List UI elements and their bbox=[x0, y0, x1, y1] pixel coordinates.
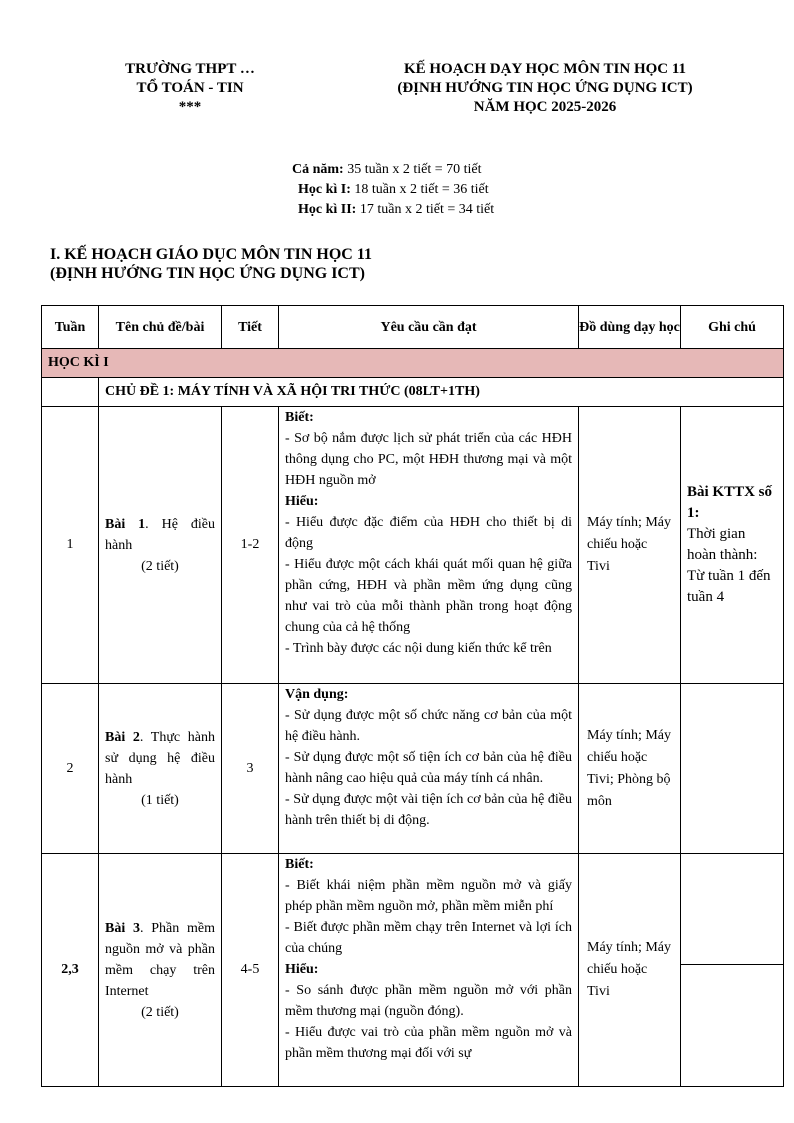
topic-label: CHỦ ĐỀ 1: MÁY TÍNH VÀ XÃ HỘI TRI THỨC (08LT+1TH) bbox=[99, 378, 784, 407]
school-year: NĂM HỌC 2025-2026 bbox=[473, 99, 617, 115]
col-lesson: Tên chủ đề/bài bbox=[99, 306, 222, 349]
col-tools: Đồ dùng dạy học bbox=[579, 306, 681, 349]
week-cell: 2,3 bbox=[42, 854, 99, 1087]
requirements-cell: Biết: - Sơ bộ nắm được lịch sử phát triển của các HĐH thông dụng cho PC, một HĐH thương mại và một HĐH nguồn mở Hiểu: - Hiểu được đặc điểm của HĐH cho thiết bị di động - Hiểu được một cách khái quát mối quan hệ giữa phần cứng, HĐH và phần mềm ứng dụng cũng như vai trò của mỗi thành phần trong hoạt động chung của cả hệ thống - Trình bày được các nội dung kiến thức kể trên bbox=[279, 407, 579, 684]
col-periods: Tiết bbox=[222, 306, 279, 349]
note-cell bbox=[681, 684, 784, 854]
table-row bbox=[42, 407, 784, 684]
tools-cell: Máy tính; Máy chiếu hoặc Tivi bbox=[579, 854, 681, 1087]
period-summary bbox=[292, 160, 494, 220]
summary-term-1: Học kì I: 18 tuần x 2 tiết = 36 tiết bbox=[298, 182, 489, 197]
header-stars: *** bbox=[178, 99, 202, 115]
periods-cell: 4-5 bbox=[222, 854, 279, 1087]
lesson-cell: Bài 3. Phần mềm nguồn mở và phần mềm chạy trên Internet (2 tiết) bbox=[99, 854, 222, 1087]
term-label: HỌC KÌ I bbox=[42, 349, 784, 378]
col-requirements: Yêu cầu cần đạt bbox=[279, 306, 579, 349]
plan-title: KẾ HOẠCH DẠY HỌC MÔN TIN HỌC 11 bbox=[403, 61, 687, 77]
periods-cell: 1-2 bbox=[222, 407, 279, 684]
tools-cell: Máy tính; Máy chiếu hoặc Tivi bbox=[579, 407, 681, 684]
department-name: TỔ TOÁN - TIN bbox=[136, 80, 244, 96]
plan-title-block bbox=[345, 60, 745, 117]
lesson-cell: Bài 1. Hệ điều hành (2 tiết) bbox=[99, 407, 222, 684]
table-header-row bbox=[42, 306, 784, 349]
week-cell: 1 bbox=[42, 407, 99, 684]
lesson-cell: Bài 2. Thực hành sử dụng hệ điều hành (1 tiết) bbox=[99, 684, 222, 854]
teaching-plan-table bbox=[41, 305, 784, 1087]
requirements-cell: Vận dụng: - Sử dụng được một số chức năng cơ bản của một hệ điều hành. - Sử dụng được một số tiện ích cơ bản của hệ điều hành nâng cao hiệu quả của máy tính cá nhân. - Sử dụng được một vài tiện ích cơ bản của hệ điều hành trên thiết bị di động. bbox=[279, 684, 579, 854]
plan-subtitle: (ĐỊNH HƯỚNG TIN HỌC ỨNG DỤNG ICT) bbox=[397, 80, 693, 96]
col-notes: Ghi chú bbox=[681, 306, 784, 349]
school-name: TRƯỜNG THPT … bbox=[125, 61, 255, 77]
periods-cell: 3 bbox=[222, 684, 279, 854]
summary-term-2: Học kì II: 17 tuần x 2 tiết = 34 tiết bbox=[298, 202, 495, 217]
week-cell: 2 bbox=[42, 684, 99, 854]
note-cell bbox=[681, 854, 784, 1087]
col-week: Tuần bbox=[42, 306, 99, 349]
note-subcell bbox=[681, 854, 783, 965]
tools-cell: Máy tính; Máy chiếu hoặc Tivi; Phòng bộ môn bbox=[579, 684, 681, 854]
topic-row bbox=[42, 378, 784, 407]
table-row bbox=[42, 854, 784, 1087]
requirements-cell: Biết: - Biết khái niệm phần mềm nguồn mở và giấy phép phần mềm nguồn mở, phần mềm miễn phí - Biết được phần mềm chạy trên Internet và lợi ích của chúng Hiểu: - So sánh được phần mềm nguồn mở với phần mềm thương mại (nguồn đóng). - Hiểu được vai trò của phần mềm nguồn mở và phần mềm thương mại đối với sự bbox=[279, 854, 579, 1087]
summary-year: Cả năm: 35 tuần x 2 tiết = 70 tiết bbox=[292, 162, 482, 177]
section-heading: I. KẾ HOẠCH GIÁO DỤC MÔN TIN HỌC 11 (ĐỊNH HƯỚNG TIN HỌC ỨNG DỤNG ICT) bbox=[50, 246, 372, 282]
note-cell: Bài KTTX số 1: Thời gian hoàn thành: Từ tuần 1 đến tuần 4 bbox=[681, 407, 784, 684]
term-row bbox=[42, 349, 784, 378]
table-row bbox=[42, 684, 784, 854]
school-header bbox=[90, 60, 290, 117]
